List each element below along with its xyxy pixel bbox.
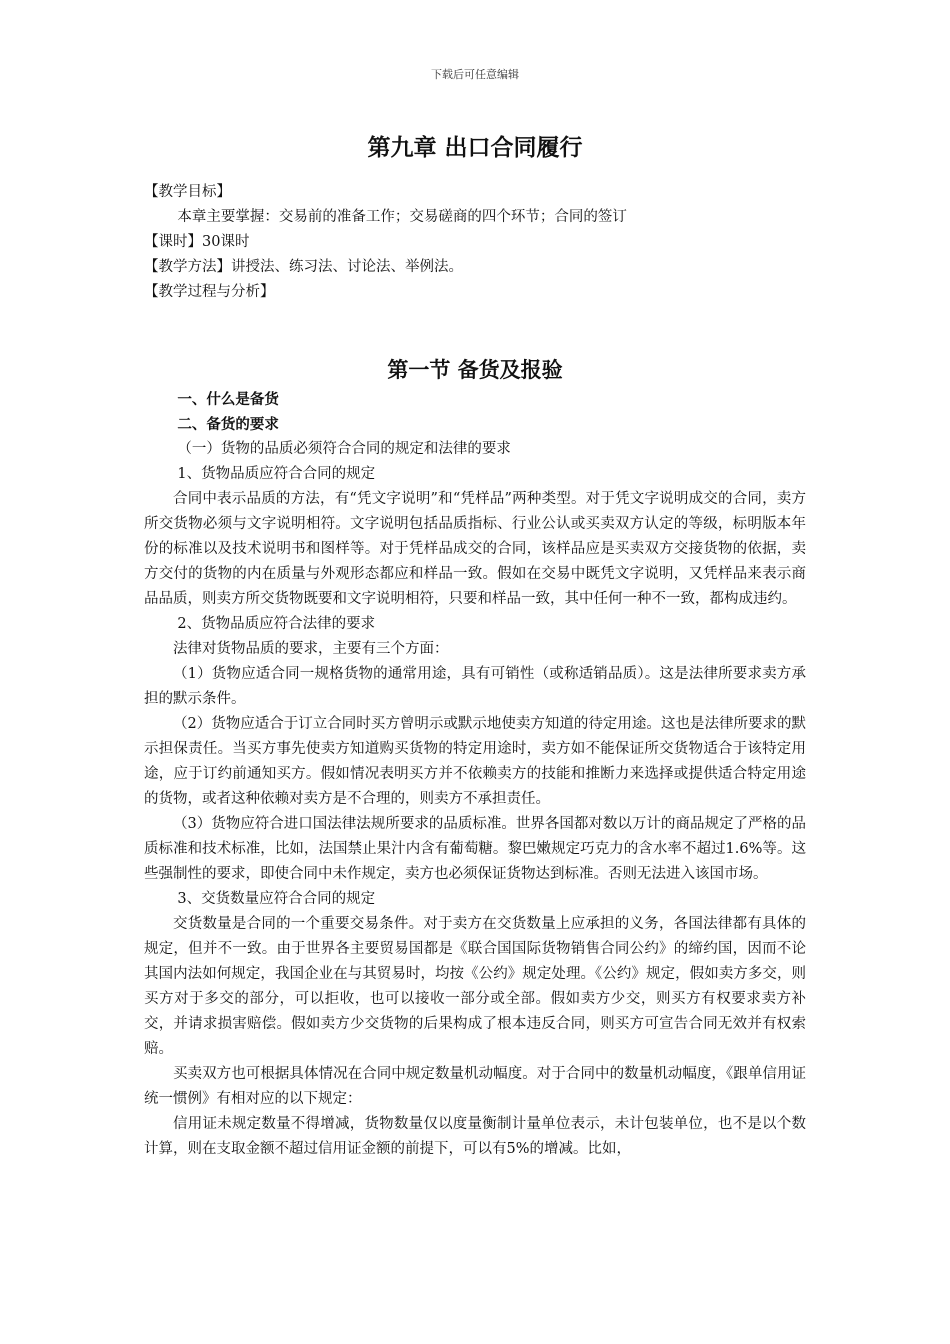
item-quality-contract: 1、货物品质应符合合同的规定 (177, 466, 376, 482)
paragraph-law-intro: 法律对货物品质的要求，主要有三个方面： (173, 641, 449, 657)
paragraph-law-2: （2）货物应适合于订立合同时买方曾明示或默示地使卖方知道的待定用途。这也是法律所要求的默示担保责任。当买方事先使卖方知道购买货物的特定用途时，卖方如不能保证所交货物适合于该特定用途，应于订约前通知买方。假如情况表明买方并不依赖卖方的技能和推断力来选择或提供适合特定用途的货物，或者这种依赖对卖方是不合理的，则卖方不承担责任。 (144, 716, 806, 807)
hours-line: 【课时】30课时 (144, 234, 250, 250)
objective-label: 【教学目标】 (144, 184, 231, 200)
heading-stocking-requirements: 二、备货的要求 (177, 416, 279, 433)
paragraph-tolerance: 买卖双方也可根据具体情况在合同中规定数量机动幅度。对于合同中的数量机动幅度，《跟单信用证统一惯例》有相对应的以下规定： (144, 1066, 806, 1107)
paragraph-quantity: 交货数量是合同的一个重要交易条件。对于卖方在交货数量上应承担的义务，各国法律都有具体的规定，但并不一致。由于世界各主要贸易国都是《联合国国际货物销售合同公约》的缔约国，因而不论其国内法如何规定，我国企业在与其贸易时，均按《公约》规定处理。《公约》规定，假如卖方多交，则买方对于多交的部分，可以拒收，也可以接收一部分或全部。假如卖方少交，则买方有权要求卖方补交，并请求损害赔偿。假如卖方少交货物的后果构成了根本违反合同，则买方可宣告合同无效并有权索赔。 (144, 916, 806, 1057)
subheading-quality: （一）货物的品质必须符合合同的规定和法律的要求 (177, 441, 511, 457)
paragraph-quality-methods: 合同中表示品质的方法，有“凭文字说明”和“凭样品”两种类型。对于凭文字说明成交的合同，卖方所交货物必须与文字说明相符。文字说明包括品质指标、行业公认或买卖双方认定的等级，标明版本年份的标准以及技术说明书和图样等。对于凭样品成交的合同，该样品应是买卖双方交接货物的依据，卖方交付的货物的内在质量与外观形态都应和样品一致。假如在交易中既凭文字说明，又凭样品来表示商品品质，则卖方所交货物既要和文字说明相符，只要和样品一致，其中任何一种不一致，都构成违约。 (144, 491, 806, 607)
paragraph-law-1: （1）货物应适合同一规格货物的通常用途，具有可销性（或称适销品质）。这是法律所要求卖方承担的默示条件。 (144, 666, 806, 707)
paragraph-law-3: （3）货物应符合进口国法律法规所要求的品质标准。世界各国都对数以万计的商品规定了严格的品质标准和技术标准，比如，法国禁止果汁内含有葡萄糖。黎巴嫩规定巧克力的含水率不超过1.6%等。这些强制性的要求，即使合同中未作规定，卖方也必须保证货物达到标准。否则无法进入该国市场。 (144, 816, 806, 882)
item-quality-law: 2、货物品质应符合法律的要求 (177, 616, 376, 632)
document-body (144, 130, 806, 1162)
paragraph-credit-rule: 信用证未规定数量不得增减，货物数量仅以度量衡制计量单位表示，未计包装单位，也不是以个数计算，则在支取金额不超过信用证金额的前提下，可以有5%的增减。比如， (144, 1116, 806, 1157)
section-title: 第一节 备货及报验 (387, 357, 563, 382)
header-note: 下载后可任意编辑 (431, 68, 519, 81)
objective-text: 本章主要掌握：交易前的准备工作；交易磋商的四个环节；合同的签订 (177, 209, 627, 225)
chapter-title: 第九章 出口合同履行 (367, 134, 583, 161)
heading-what-is-stocking: 一、什么是备货 (177, 391, 279, 408)
item-quantity-contract: 3、交货数量应符合合同的规定 (177, 891, 376, 907)
method-line: 【教学方法】讲授法、练习法、讨论法、举例法。 (144, 259, 463, 275)
process-label: 【教学过程与分析】 (144, 284, 275, 300)
